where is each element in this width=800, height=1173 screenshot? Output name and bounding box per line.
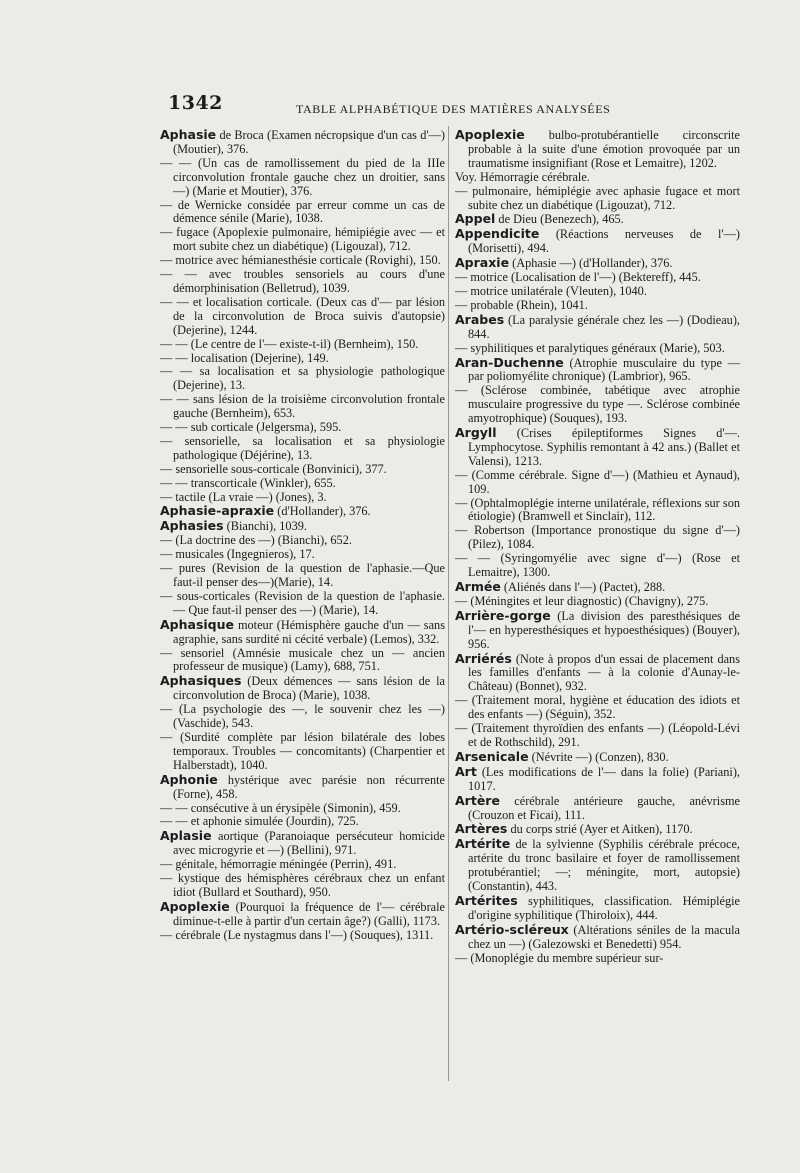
entry-text: — — (Syringomyélie avec signe d'—) (Rose et Lemaitre), 1300. — [455, 551, 740, 580]
entry-text: — (Sclérose combinée, tabétique avec atrophie musculaire progressive du type —. Sclérose combinée amyotrophique) (Souques), 193. — [455, 383, 740, 426]
entry-headword: Aphasiques — [160, 673, 242, 689]
index-entry — [160, 491, 445, 505]
entry-headword: Arriérés — [455, 650, 512, 666]
entry-text: — (Traitement moral, hygiène et éducation des idiots et des enfants —) (Séguin), 352. — [455, 693, 740, 722]
index-entry — [160, 703, 445, 731]
entry-text: (Altérations séniles de la macula chez un —) (Galezowski et Benedetti) 954. — [468, 922, 740, 951]
page-number: 1342 — [168, 92, 223, 114]
entry-text: — sensorielle, sa localisation et sa physiologie pathologique (Déjérine), 13. — [160, 433, 445, 462]
entry-headword: Apoplexie — [160, 898, 230, 914]
entry-text: de Broca (Examen nécropsique d'un cas d'—) (Moutier), 376. — [173, 128, 445, 156]
entry-text: (La paralysie générale chez les —) (Dodieau), 844. — [468, 312, 740, 341]
entry-text: moteur (Hémisphère gauche d'un — sans agraphie, sans surdité ni cécité verbale) (Lemos), 332. — [173, 617, 445, 646]
index-entry — [455, 469, 740, 497]
column-divider — [448, 126, 449, 1081]
index-entry — [160, 534, 445, 548]
index-entry — [455, 694, 740, 722]
index-entry — [160, 773, 445, 802]
index-entry — [455, 299, 740, 313]
entry-text: (Pourquoi la fréquence de l'— cérébrale diminue-t-elle à partir d'un certain âge?) (Galli), 1173. — [173, 899, 445, 928]
index-entry — [160, 268, 445, 296]
entry-text: — — avec troubles sensoriels au cours d'une démorphinisation (Belletrud), 1039. — [160, 267, 445, 295]
index-entry — [455, 342, 740, 356]
entry-text: — — et aphonie simulée (Jourdin), 725. — [160, 814, 359, 829]
entry-text: (Aphasie —) (d'Hollander), 376. — [509, 256, 673, 271]
index-entry — [455, 171, 740, 185]
entry-text: — de Wernicke considée par erreur comme un cas de démence sénile (Marie), 1038. — [160, 197, 445, 226]
index-entry — [160, 199, 445, 227]
entry-headword: Aphonie — [160, 771, 218, 787]
index-entry — [455, 426, 740, 469]
entry-text: (Névrite —) (Conzen), 830. — [528, 749, 669, 764]
index-entry — [160, 829, 445, 858]
index-entry — [160, 548, 445, 562]
entry-text: (Note à propos d'un essai de placement dans les familles d'enfants — à la colonie d'Aunay-le-Château) (Bonnet), 932. — [468, 651, 740, 694]
entry-text: — pures (Revision de la question de l'aphasie.—Que faut-il penser des—)(Marie), 14. — [160, 561, 445, 589]
index-entry — [455, 356, 740, 385]
entry-text: — cérébrale (Le nystagmus dans l'—) (Souques), 1311. — [160, 927, 434, 942]
entry-text: — (Traitement thyroïdien des enfants —) (Léopold-Lévi et de Rothschild), 291. — [455, 721, 740, 749]
entry-text: — kystique des hémisphères cérébraux chez un enfant idiot (Bullard et Southard), 950. — [160, 871, 445, 899]
index-entry — [455, 765, 740, 794]
entry-text: — motrice avec hémianesthésie corticale (Rovighi), 150. — [160, 253, 441, 268]
index-entry — [160, 929, 445, 943]
index-entry — [455, 750, 740, 765]
index-entry — [160, 435, 445, 463]
index-entry — [160, 519, 445, 534]
index-entry — [455, 271, 740, 285]
index-entry — [160, 562, 445, 590]
entry-text: hystérique avec parésie non récurrente (Forne), 458. — [173, 772, 445, 801]
index-entry — [455, 256, 740, 271]
entry-text: — — et localisation corticale. (Deux cas d'— par lésion de la circonvolution de Broca suivis d'autopsie) (Dejerine), 1244. — [160, 294, 445, 337]
entry-text: (Atrophie musculaire du type — par poliomyélite chronique) (Lambrior), 965. — [468, 355, 740, 384]
entry-headword: Arabes — [455, 311, 505, 327]
entry-text: — sensoriel (Amnésie musicale chez un — ancien professeur de musique) (Lamy), 688, 751. — [160, 645, 445, 674]
entry-text: bulbo-protubérantielle circonscrite probable à la suite d'une émotion provoquée par un traumatisme insignifiant (Rose et Lemaitre), 1202. — [468, 128, 740, 170]
entry-text: — sous-corticales (Revision de la question de l'aphasie. — Que faut-il penser des —) (Marie), 14. — [160, 588, 445, 617]
entry-text: — sensorielle sous-corticale (Bonvinici), 377. — [160, 461, 387, 476]
index-entry — [455, 212, 740, 227]
entry-text: — — sa localisation et sa physiologie pathologique (Dejerine), 13. — [160, 364, 445, 393]
entry-text: cérébrale antérieure gauche, anévrisme (Crouzon et Ficai), 111. — [468, 793, 740, 822]
index-entry — [455, 128, 740, 171]
entry-text: Voy. Hémorragie cérébrale. — [455, 169, 590, 184]
index-entry — [455, 722, 740, 750]
entry-text: — (Surdité complète par lésion bilatérale des lobes temporaux. Troubles — concomitants) (Charpentier et Halberstadt), 1040. — [160, 729, 445, 772]
index-entry — [160, 872, 445, 900]
index-entry — [160, 900, 445, 929]
entry-headword: Aphasie-apraxie — [160, 503, 275, 519]
right-index-column — [455, 128, 740, 1083]
entry-headword: Arsenicale — [455, 748, 529, 764]
index-entry — [160, 226, 445, 254]
index-entry — [455, 609, 740, 652]
entry-text: — motrice (Localisation de l'—) (Bektereff), 445. — [455, 270, 701, 285]
index-entry — [160, 352, 445, 366]
entry-headword: Armée — [455, 579, 501, 594]
index-entry — [160, 254, 445, 268]
index-entry — [160, 463, 445, 477]
entry-text: — Robertson (Importance pronostique du signe d'—) (Pilez), 1084. — [455, 523, 740, 552]
index-entry — [160, 338, 445, 352]
index-entry — [455, 894, 740, 923]
entry-text: — — sub corticale (Jelgersma), 595. — [160, 420, 342, 435]
index-entry — [160, 674, 445, 703]
index-entry — [160, 296, 445, 338]
index-entry — [160, 477, 445, 491]
entry-headword: Argyll — [455, 425, 497, 441]
entry-text: (Réactions nerveuses de l'—) (Morisetti), 494. — [468, 227, 740, 256]
entry-text: — (Ophtalmoplégie interne unilatérale, réflexions sur son étiologie) (Bramwell et Sinclair), 112. — [455, 495, 740, 524]
index-entry — [455, 822, 740, 837]
index-entry — [455, 552, 740, 580]
index-entry — [160, 590, 445, 618]
entry-headword: Apoplexie — [455, 128, 525, 142]
entry-text: — — (Le centre de l'— existe-t-il) (Bernheim), 150. — [160, 336, 419, 351]
entry-headword: Aphasie — [160, 128, 217, 142]
entry-headword: Aphasique — [160, 616, 235, 632]
entry-text: — — (Un cas de ramollissement du pied de la IIIe circonvolution frontale gauche chez un droitier, sans —) (Marie et Moutier), 376. — [160, 155, 445, 198]
entry-text: — — consécutive à un érysipèle (Simonin), 459. — [160, 800, 401, 815]
index-entry — [455, 185, 740, 213]
entry-headword: Artérites — [455, 892, 518, 908]
index-entry — [455, 923, 740, 952]
index-entry — [455, 794, 740, 823]
entry-text: de Dieu (Benezech), 465. — [495, 212, 624, 227]
page-header — [0, 92, 800, 122]
index-entry — [160, 393, 445, 421]
entry-text: (Crises épileptiformes Signes d'—. Lymphocytose. Syphilis remontant à 42 ans.) (Ballet et Valensi), 1213. — [468, 426, 740, 468]
entry-text: — (La doctrine des —) (Bianchi), 652. — [160, 533, 352, 548]
entry-headword: Art — [455, 763, 477, 779]
index-entry — [455, 285, 740, 299]
entry-text: — tactile (La vraie —) (Jones), 3. — [160, 489, 327, 504]
entry-text: du corps strié (Ayer et Aitken), 1170. — [507, 822, 693, 837]
entry-text: (Bianchi), 1039. — [223, 519, 307, 534]
index-entry — [455, 384, 740, 426]
entry-headword: Aplasie — [160, 828, 212, 844]
entry-text: — fugace (Apoplexie pulmonaire, hémipiégie avec — et mort subite chez un diabétique) (Ligouzal), 712. — [160, 225, 445, 254]
entry-text: — — transcorticale (Winkler), 655. — [160, 475, 336, 490]
entry-text: — pulmonaire, hémiplégie avec aphasie fugace et mort subite chez un diabétique (Ligouzat), 712. — [455, 183, 740, 212]
entry-text: (Deux démences — sans lésion de la circonvolution de Broca) (Marie), 1038. — [173, 674, 445, 703]
running-title: TABLE ALPHABÉTIQUE DES MATIÈRES ANALYSÉES — [296, 102, 611, 116]
entry-headword: Appendicite — [455, 226, 540, 242]
index-entry — [160, 128, 445, 157]
index-entry — [455, 837, 740, 894]
entry-text: — syphilitiques et paralytiques généraux (Marie), 503. — [455, 340, 725, 355]
entry-headword: Appel — [455, 211, 496, 227]
index-entry — [455, 652, 740, 695]
entry-headword: Arrière-gorge — [455, 607, 551, 623]
index-entry — [455, 595, 740, 609]
index-entry — [455, 313, 740, 342]
entry-headword: Aran-Duchenne — [455, 354, 564, 370]
entry-text: syphilitiques, classification. Hémiplégie d'origine syphilitique (Thiroloix), 444. — [468, 893, 740, 922]
entry-headword: Artère — [455, 792, 500, 808]
index-entry — [455, 497, 740, 525]
index-entry — [160, 731, 445, 773]
entry-text: — musicales (Ingegnieros), 17. — [160, 547, 315, 562]
entry-text: (Aliénés dans l'—) (Pactet), 288. — [500, 580, 666, 594]
entry-text: — (La psychologie des —, le souvenir chez les —) (Vaschide), 543. — [160, 702, 445, 731]
entry-text: — motrice unilatérale (Vleuten), 1040. — [455, 283, 647, 298]
index-entry — [160, 618, 445, 647]
index-entry — [160, 815, 445, 829]
entry-text: — (Méningites et leur diagnostic) (Chavigny), 275. — [455, 593, 709, 608]
index-entry — [160, 421, 445, 435]
index-entry — [455, 524, 740, 552]
index-entry — [455, 952, 740, 966]
entry-headword: Artérite — [455, 836, 511, 852]
index-entry — [160, 157, 445, 199]
index-entry — [160, 802, 445, 816]
index-entry — [160, 504, 445, 519]
entry-text: (d'Hollander), 376. — [274, 504, 371, 519]
entry-text: aortique (Paranoiaque persécuteur homicide avec microgyrie et —) (Bellini), 971. — [173, 829, 445, 858]
index-entry — [160, 365, 445, 393]
entry-text: de la sylvienne (Syphilis cérébrale précoce, artérite du tronc basilaire et foyer de ramollissement protubérantiel; —; méningite, mort, autopsie) (Constantin), 443. — [468, 837, 740, 894]
entry-headword: Artério-scléreux — [455, 921, 569, 937]
entry-headword: Aphasies — [160, 518, 224, 534]
entry-text: — (Comme cérébrale. Signe d'—) (Mathieu et Aynaud), 109. — [455, 467, 740, 496]
entry-text: — probable (Rhein), 1041. — [455, 297, 588, 312]
left-index-column — [160, 128, 445, 1048]
entry-text: — — localisation (Dejerine), 149. — [160, 350, 329, 365]
entry-headword: Artères — [455, 821, 508, 837]
index-entry — [455, 580, 740, 595]
entry-text: (Les modifications de l'— dans la folie) (Pariani), 1017. — [468, 764, 740, 793]
entry-text: — (Monoplégie du membre supérieur sur- — [455, 950, 664, 965]
entry-text: — — sans lésion de la troisième circonvolution frontale gauche (Bernheim), 653. — [160, 392, 445, 421]
index-entry — [160, 647, 445, 675]
index-entry — [160, 858, 445, 872]
index-entry — [455, 227, 740, 256]
entry-headword: Apraxie — [455, 255, 510, 271]
entry-text: — génitale, hémorragie méningée (Perrin), 491. — [160, 857, 397, 872]
entry-text: (La division des paresthésiques de l'— en hyperesthésiques et hypoesthésiques) (Bouyer), 956. — [468, 608, 740, 651]
